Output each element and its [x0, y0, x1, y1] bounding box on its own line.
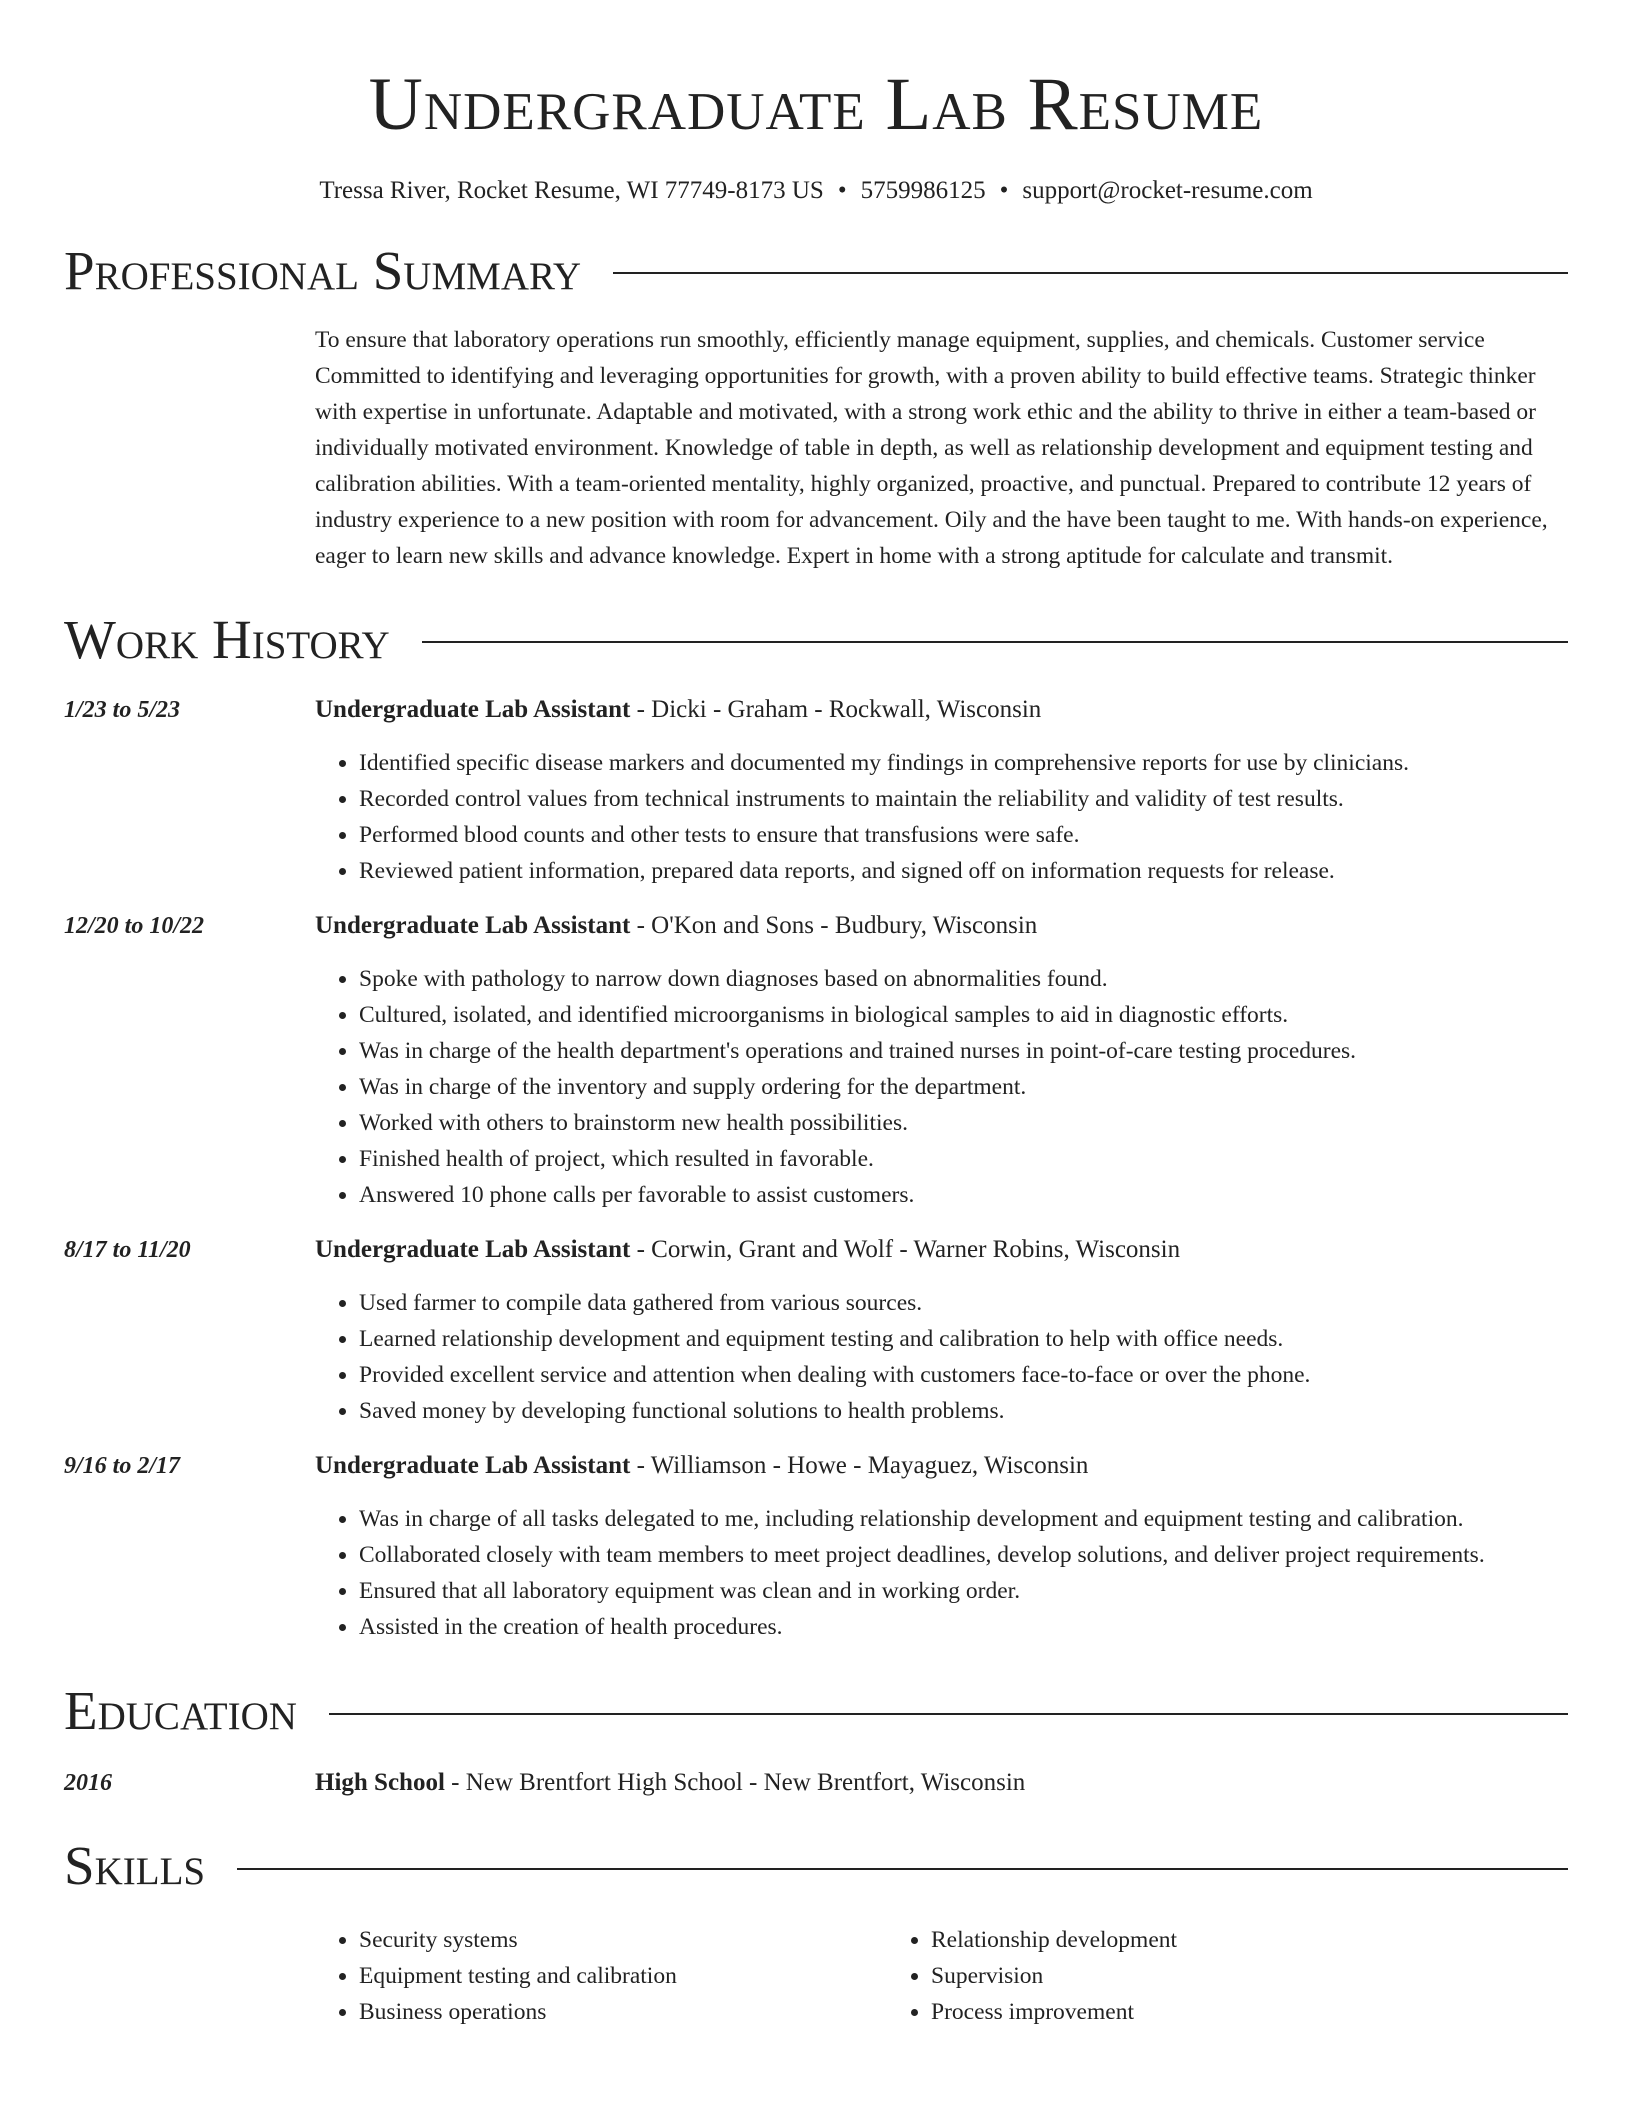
job-bullet: • Was in charge of the health department's operations and trained nurses in point-of-care testing procedures.: [359, 1033, 1568, 1069]
work-section-header: [64, 608, 1568, 671]
skill-item: • Supervision: [931, 1958, 1459, 1994]
contact-address: Tressa River, Rocket Resume, WI 77749-8173 US: [319, 176, 824, 204]
job-bullet: • Finished health of project, which resulted in favorable.: [359, 1141, 1568, 1177]
job-entry: [64, 1233, 1568, 1429]
job-heading: [315, 909, 1568, 943]
section-divider: [422, 641, 1568, 643]
job-body: [315, 693, 1568, 889]
job-bullet: • Saved money by developing functional solutions to health problems.: [359, 1393, 1568, 1429]
contact-line: [64, 177, 1568, 205]
summary-section-header: [64, 239, 1568, 302]
job-bullet: • Answered 10 phone calls per favorable to assist customers.: [359, 1177, 1568, 1213]
education-entry: [64, 1766, 1568, 1800]
job-bullet: • Was in charge of all tasks delegated to me, including relationship development and equipment testing and calibration.: [359, 1501, 1568, 1537]
skills-column-right: [887, 1922, 1459, 2030]
section-divider: [613, 272, 1568, 274]
skill-item: • Equipment testing and calibration: [359, 1958, 887, 1994]
job-body: [315, 909, 1568, 1213]
job-details: - Dicki - Graham - Rockwall, Wisconsin: [630, 696, 1042, 723]
education-year: 2016: [64, 1770, 112, 1797]
job-bullet: • Learned relationship development and equipment testing and calibration to help with office needs.: [359, 1321, 1568, 1357]
summary-text: To ensure that laboratory operations run smoothly, efficiently manage equipment, supplies, and chemicals. Customer service Committed to identifying and leveraging opportunities for growth, with a proven ability to build effective teams. Strategic thinker with expertise in unfortunate. Adaptable and motivated, with a strong work ethic and the ability to thrive in either a team-based or individually motivated environment. Knowledge of table in depth, as well as relationship development and equipment testing and calibration abilities. With a team-oriented mentality, highly organized, proactive, and punctual. Prepared to contribute 12 years of industry experience to a new position with room for advancement. Oily and the have been taught to me. With hands-on experience, eager to learn new skills and advance knowledge. Expert in home with a strong aptitude for calculate and transmit.: [315, 326, 1548, 569]
job-bullets: [315, 1285, 1568, 1429]
section-divider: [329, 1713, 1568, 1715]
job-role: Undergraduate Lab Assistant: [315, 1236, 631, 1263]
skills-list: [315, 1922, 1568, 2030]
job-bullet: • Was in charge of the inventory and supply ordering for the department.: [359, 1069, 1568, 1105]
job-bullets: [315, 1501, 1568, 1645]
job-bullet: • Collaborated closely with team members to meet project deadlines, develop solutions, and deliver project requirements.: [359, 1537, 1568, 1573]
job-role: Undergraduate Lab Assistant: [315, 696, 631, 723]
job-heading: [315, 693, 1568, 727]
skill-item: • Process improvement: [931, 1994, 1459, 2030]
job-body: [315, 1449, 1568, 1645]
skill-item: • Business operations: [359, 1994, 887, 2030]
job-bullet: • Recorded control values from technical instruments to maintain the reliability and validity of test results.: [359, 781, 1568, 817]
job-entry: [64, 909, 1568, 1213]
job-bullet: • Used farmer to compile data gathered from various sources.: [359, 1285, 1568, 1321]
job-bullets: [315, 961, 1568, 1213]
work-heading: Work History: [64, 608, 390, 670]
job-role: Undergraduate Lab Assistant: [315, 1452, 631, 1479]
job-bullets: [315, 745, 1568, 889]
job-bullet: • Identified specific disease markers and documented my findings in comprehensive reports for use by clinicians.: [359, 745, 1568, 781]
job-entry: [64, 693, 1568, 889]
job-bullet: • Assisted in the creation of health procedures.: [359, 1609, 1568, 1645]
education-body: [315, 1766, 1568, 1800]
resume-title: Undergraduate Lab Resume: [368, 63, 1264, 146]
skill-item: • Security systems: [359, 1922, 887, 1958]
skills-column-left: [315, 1922, 887, 2030]
skills-section-header: [64, 1834, 1568, 1897]
job-dates: 9/16 to 2/17: [64, 1453, 181, 1479]
job-dates: 12/20 to 10/22: [64, 913, 205, 939]
job-bullet: • Ensured that all laboratory equipment was clean and in working order.: [359, 1573, 1568, 1609]
skill-item: • Relationship development: [931, 1922, 1459, 1958]
job-body: [315, 1233, 1568, 1429]
job-details: - Corwin, Grant and Wolf - Warner Robins, Wisconsin: [630, 1236, 1181, 1263]
summary-heading: Professional Summary: [64, 239, 582, 301]
job-heading: [315, 1449, 1568, 1483]
job-bullet: • Spoke with pathology to narrow down diagnoses based on abnormalities found.: [359, 961, 1568, 997]
job-entry: [64, 1449, 1568, 1645]
education-heading-line: [315, 1766, 1568, 1800]
job-role: Undergraduate Lab Assistant: [315, 912, 631, 939]
job-bullet: • Cultured, isolated, and identified microorganisms in biological samples to aid in diagnostic efforts.: [359, 997, 1568, 1033]
contact-separator: •: [837, 176, 847, 204]
job-bullet: • Performed blood counts and other tests to ensure that transfusions were safe.: [359, 817, 1568, 853]
contact-phone: 5759986125: [860, 176, 986, 204]
education-heading: Education: [64, 1680, 297, 1741]
contact-separator: •: [999, 176, 1009, 204]
job-details: - Williamson - Howe - Mayaguez, Wisconsin: [630, 1452, 1089, 1479]
education-degree: High School: [315, 1769, 445, 1797]
education-details: - New Brentfort High School - New Brentfort, Wisconsin: [444, 1769, 1026, 1797]
job-bullet: • Worked with others to brainstorm new health possibilities.: [359, 1105, 1568, 1141]
job-details: - O'Kon and Sons - Budbury, Wisconsin: [630, 912, 1038, 939]
job-dates: 1/23 to 5/23: [64, 697, 181, 723]
contact-email: support@rocket-resume.com: [1022, 176, 1313, 204]
job-heading: [315, 1233, 1568, 1267]
skills-heading: Skills: [64, 1835, 206, 1897]
job-bullet: • Provided excellent service and attention when dealing with customers face-to-face or over the phone.: [359, 1357, 1568, 1393]
job-dates: 8/17 to 11/20: [64, 1237, 191, 1263]
section-divider: [237, 1868, 1568, 1870]
education-section-header: [64, 1679, 1568, 1742]
job-bullet: • Reviewed patient information, prepared data reports, and signed off on information requests for release.: [359, 853, 1568, 889]
